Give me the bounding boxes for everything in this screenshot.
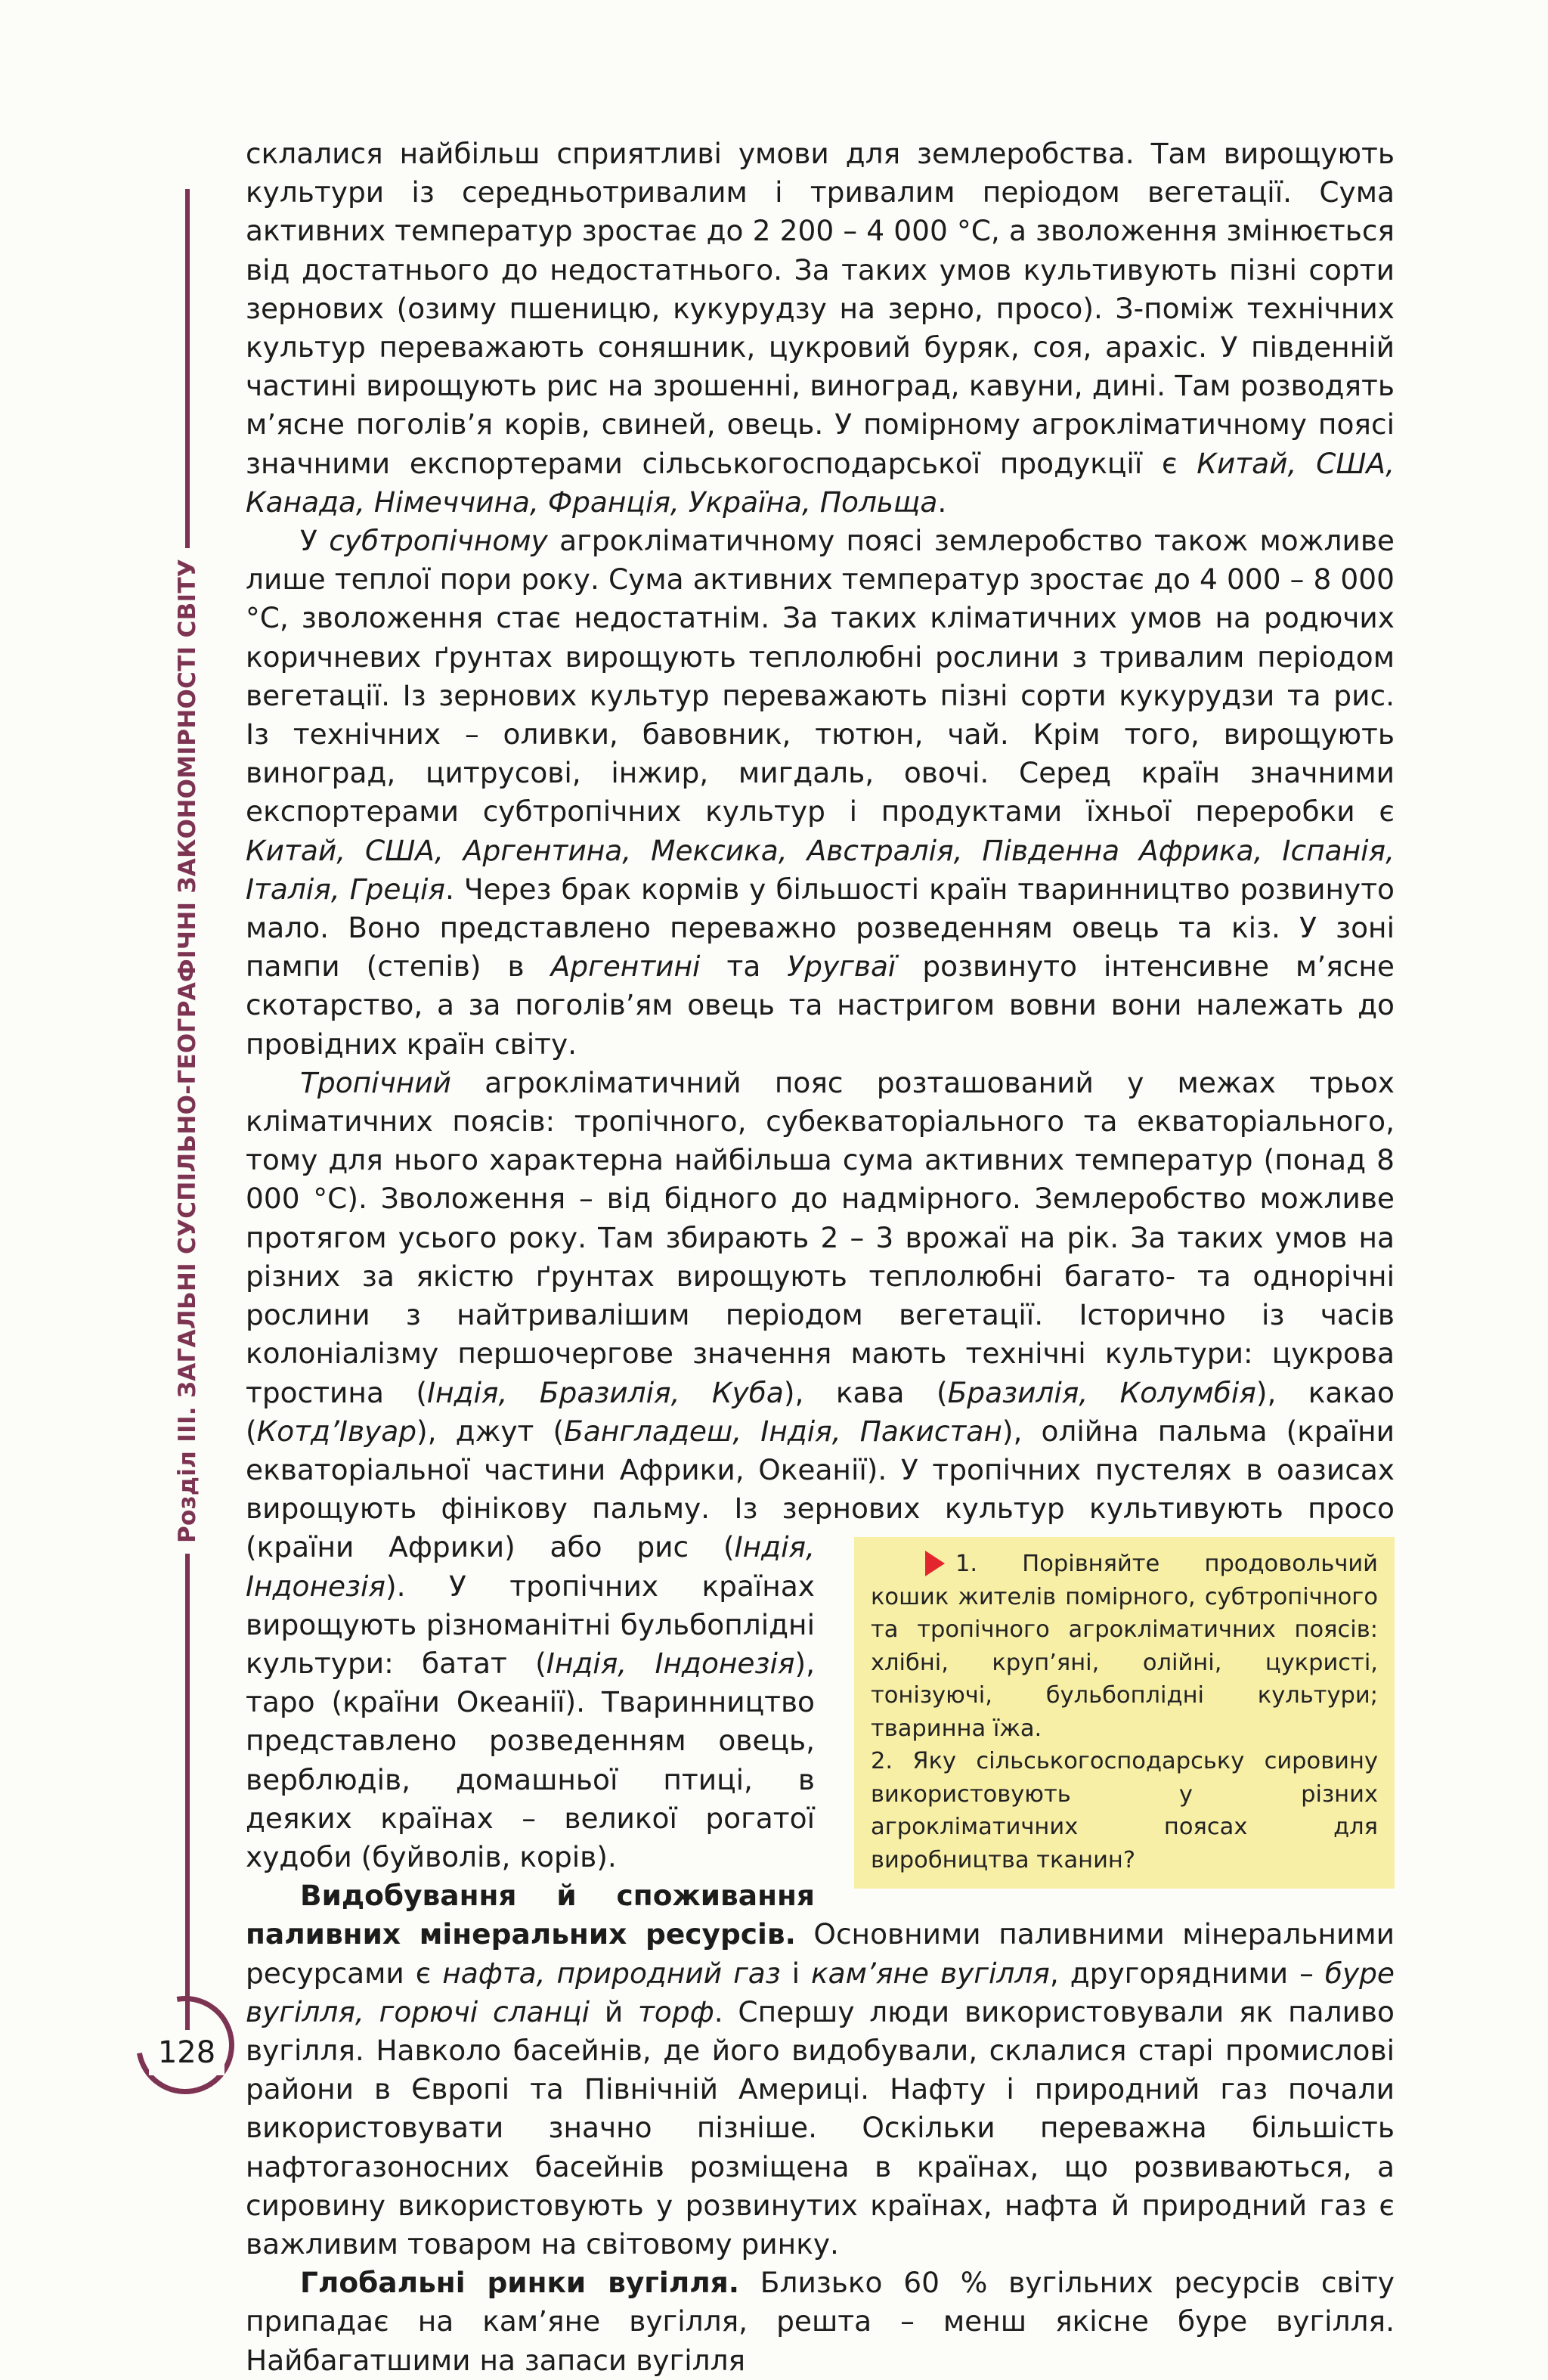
questions-callout	[854, 1537, 1395, 1889]
section-title: Розділ ІІІ. ЗАГАЛЬНІ СУСПІЛЬНО-ГЕОГРАФІЧНІ ЗАКОНОМІРНОСТІ СВІТУ	[174, 548, 201, 1554]
heading-coal-markets: Глобальні ринки вугілля.	[300, 2266, 739, 2300]
play-arrow-icon	[925, 1551, 945, 1576]
paragraph-tropical: Тропічний агрокліматичний пояс розташований у межах трьох кліматичних поясів: тропічного, субекваторіального та екваторіального, тому для нього характерна найбільша сума активних температур (понад 8 000 °С). Зволоження – від бідного до надмірного. Землеробство можливе протягом усього року. Там збирають 2 – 3 врожаї на рік. За таких умов на різних за якістю ґрунтах вирощують теплолюбні багато- та однорічні рослини з найтривалішим періодом вегетації. Історично із часів колоніалізму першочергове значення мають технічні культури: цукрова тростина (Індія, Бразилія, Куба), кава (Бразилія, Колумбія), какао (Котд’Івуар), джут (Бангладеш, Індія, Пакистан), олійна пальма (країни екваторіальної частини Африки, Океанії). У тропічних пустелях в оазисах вирощують фінікову пальму. Із зернових культур культивують просо (країни Африки) або рис ( 1. Порівняйте продовольчий кошик жителів помірного, субтропічного та тропічного агрокліматичних поясів: хлібні, круп’яні, олійні, цукристі, тонізуючі, бульбоплідні культури; тваринна їжа. 2. Яку сільськогосподарську сировину використовують у різних агрокліматичних поясах для виробництва тканин? Індія, Індонезія). У тропічних країнах вирощують різноманітні бульбоплідні культури: батат (Індія, Індонезія), таро (країни Океанії). Тваринництво представлено розведенням овець, верблюдів, домашньої птиці, в деяких країнах – великої рогатої худоби (буйволів, корів).	[246, 1064, 1395, 1876]
paragraph-subtropical: У субтропічному агрокліматичному поясі землеробство також можливе лише теплої пори року. Сума активних температур зростає до 4 000 – 8 000 °С, зволоження стає недостатнім. За таких кліматичних умов на родючих коричневих ґрунтах вирощують теплолюбні рослини з тривалим періодом вегетації. Із зернових культур переважають пізні сорти кукурудзи та рис. Із технічних – оливки, бавовник, тютюн, чай. Крім того, вирощують виноград, цитрусові, інжир, мигдаль, овочі. Серед країн значними експортерами субтропічних культур і продуктами їхньої переробки є Китай, США, Аргентина, Мексика, Австралія, Південна Африка, Іспанія, Італія, Греція. Через брак кормів у більшості країн тваринництво розвинуто мало. Воно представлено переважно розведенням овець та кіз. У зоні пампи (степів) в Аргентині та Уругваї розвинуто інтенсивне м’ясне скотарство, а за поголів’ям овець та настригом вовни вони належать до провідних країн світу.	[246, 524, 1395, 1061]
page-number: 128	[149, 2030, 224, 2075]
question-1: 1. Порівняйте продовольчий кошик жителів помірного, субтропічного та тропічного агрокліматичних поясів: хлібні, круп’яні, олійні, цукристі, тонізуючі, бульбоплідні культури; тваринна їжа.	[871, 1551, 1378, 1742]
paragraph-coal-markets: Глобальні ринки вугілля. Близько 60 % вугільних ресурсів світу припадає на кам’яне вугілля, решта – менш якісне буре вугілля. Найбагатшими на запаси вугілля	[246, 2266, 1395, 2377]
main-text	[246, 135, 1395, 2380]
paragraph-fuel-resources: Видобування й споживання паливних мінеральних ресурсів. Основними паливними мінеральними ресурсами є нафта, природний газ і кам’яне вугілля, другорядними – буре вугілля, горючі сланці й торф. Спершу люди використовували як паливо вугілля. Навколо басейнів, де його видобували, склалися старі промислові райони в Європі та Північній Америці. Нафту і природний газ почали використовувати значно пізніше. Оскільки переважна більшість нафтогазоносних басейнів розміщена в країнах, що розвиваються, а сировину використовують у розвинутих країнах, нафта й природний газ є важливим товаром на світовому ринку.	[246, 1879, 1395, 2261]
paragraph-temperate: склалися найбільш сприятливі умови для землеробства. Там вирощують культури із середньотривалим і тривалим періодом вегетації. Сума активних температур зростає до 2 200 – 4 000 °С, а зволоження змінюється від достатнього до недостатнього. За таких умов культивують пізні сорти зернових (озиму пшеницю, кукурудзу на зерно, просо). З-поміж технічних культур переважають соняшник, цукровий буряк, соя, арахіс. У південній частині вирощують рис на зрошенні, виноград, кавуни, дині. Там розводять м’ясне поголів’я корів, свиней, овець. У помірному агрокліматичному поясі значними експортерами сільськогосподарської продукції є Китай, США, Канада, Німеччина, Франція, Україна, Польща.	[246, 137, 1395, 519]
heading-fuel-resources: Видобування й споживання паливних мінеральних ресурсів.	[246, 1879, 815, 1951]
question-2: 2. Яку сільськогосподарську сировину використовують у різних агрокліматичних поясах для виробництва тканин?	[871, 1748, 1378, 1873]
tropical-block	[246, 1064, 1395, 1876]
